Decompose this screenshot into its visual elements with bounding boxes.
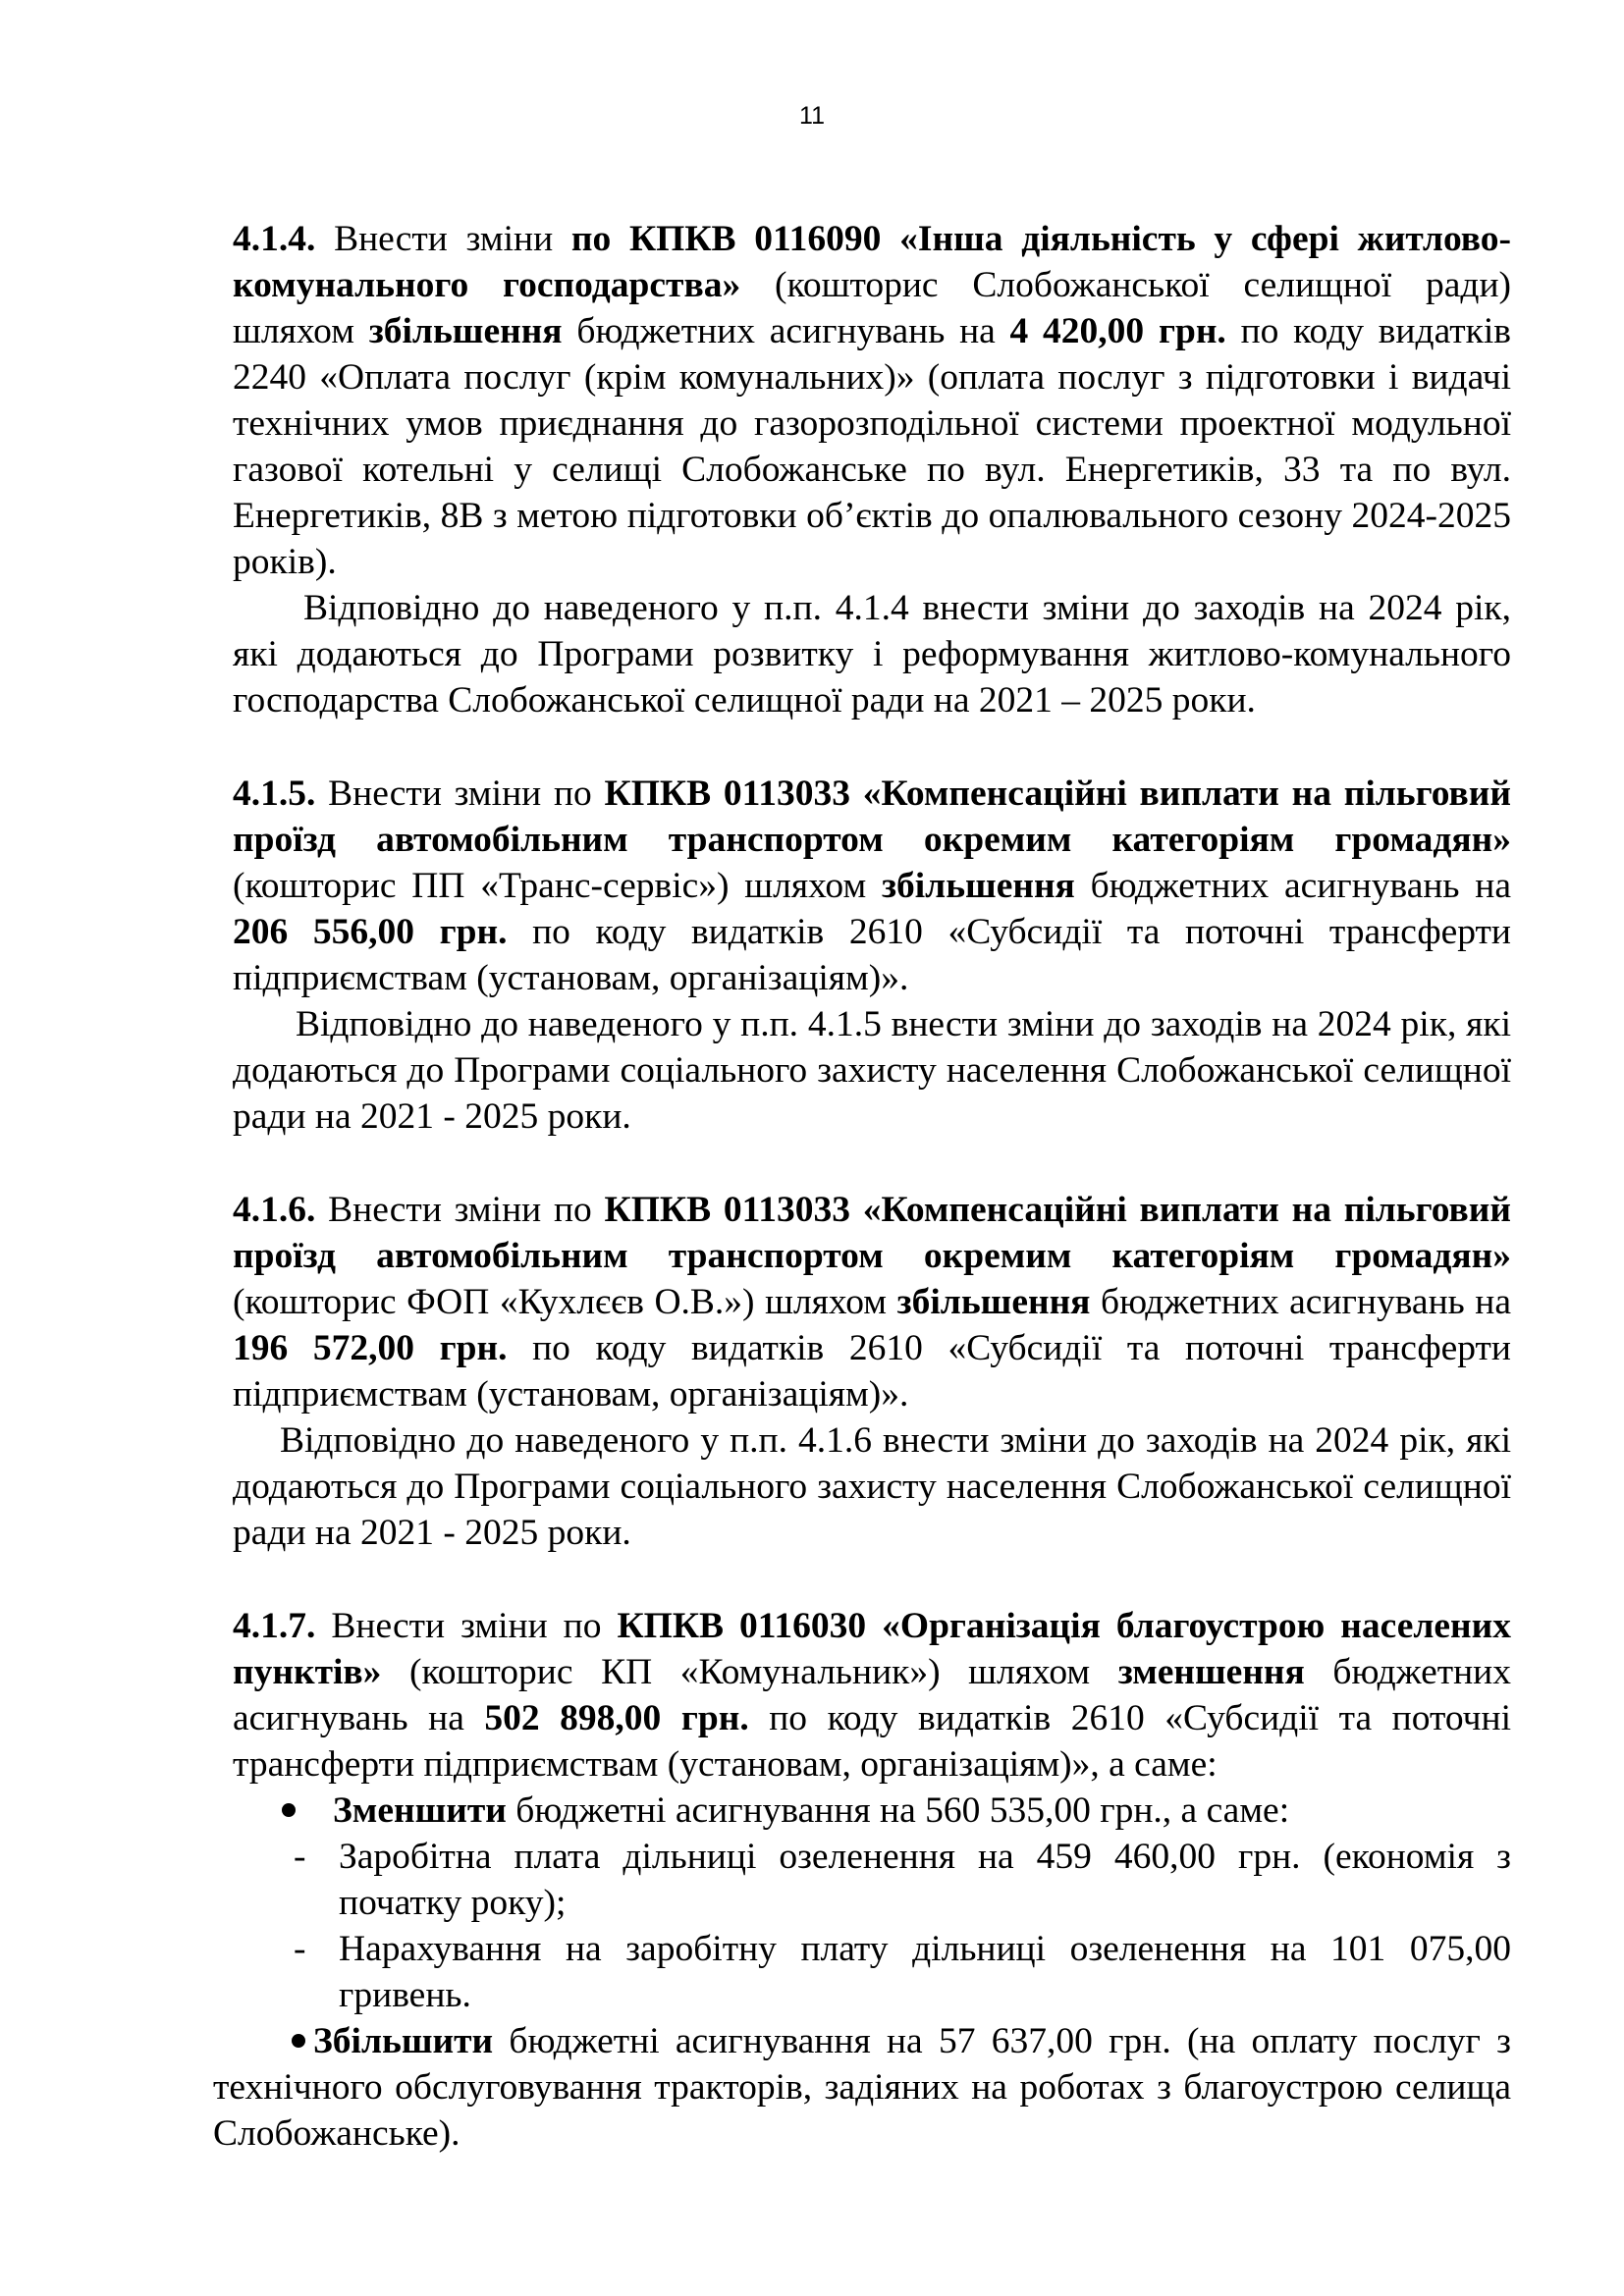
amount: 4 420,00 грн. (1009, 311, 1226, 351)
budget-code: КПКВ 0113033 «Компенсаційні виплати на пільговий проїзд автомобільним транспортом окремим категоріям громадян» (233, 1190, 1511, 1276)
bullet-decrease: Зменшити бюджетні асигнування на 560 535,00 грн., а саме: (233, 1788, 1511, 1834)
dash-icon: - (294, 1837, 306, 1877)
section-number: 4.1.5. (233, 774, 316, 814)
action-word: збільшення (881, 866, 1075, 906)
section-number: 4.1.7. (233, 1606, 316, 1646)
budget-code: КПКВ 0116030 «Організація благоустрою населених пунктів» (233, 1606, 1511, 1692)
dash-icon: - (294, 1929, 306, 1969)
section-4-1-5-note: Відповідно до наведеного у п.п. 4.1.5 внести зміни до заходів на 2024 рік, які додаються до Програми соціального захисту населення Слобожанської селищної ради на 2021 - 2025 роки. (233, 1004, 1511, 1137)
section-number: 4.1.6. (233, 1190, 316, 1230)
bullet-icon (282, 1803, 296, 1817)
dash-item-salary: - Заробітна плата дільниці озеленення на 459 460,00 грн. (економія з початку року); (233, 1834, 1511, 1926)
section-4-1-6: 4.1.6. Внести зміни по КПКВ 0113033 «Компенсаційні виплати на пільговий проїзд автомобільним транспортом окремим категоріям громадян» (кошторис ФОП «Кухлєєв О.В.») шляхом збільшення бюджетних асигнувань на 196 572,00 грн. по коду видатків 2610 «Субсидії та поточні трансферти підприємствам (установам, організаціям)». (233, 1190, 1511, 1415)
amount: 196 572,00 грн. (233, 1328, 508, 1368)
section-4-1-5: 4.1.5. Внести зміни по КПКВ 0113033 «Компенсаційні виплати на пільговий проїзд автомобільним транспортом окремим категоріям громадян» (кошторис ПП «Транс-сервіс») шляхом збільшення бюджетних асигнувань на 206 556,00 грн. по коду видатків 2610 «Субсидії та поточні трансферти підприємствам (установам, організаціям)». (233, 774, 1511, 998)
section-4-1-4: 4.1.4. Внести зміни по КПКВ 0116090 «Інша діяльність у сфері житлово-комунального господарства» (кошторис Слобожанської селищної ради) шляхом збільшення бюджетних асигнувань на 4 420,00 грн. по коду видатків 2240 «Оплата послуг (крім комунальних)» (оплата послуг з підготовки і видачі технічних умов приєднання до газорозподільної системи проектної модульної газової котельні у селищі Слобожанське по вул. Енергетиків, 33 та по вул. Енергетиків, 8В з метою підготовки об’єктів до опалювального сезону 2024-2025 років). (233, 219, 1512, 582)
amount: 502 898,00 грн. (484, 1698, 749, 1738)
action-word: збільшення (896, 1282, 1091, 1322)
document-body (213, 216, 1512, 2157)
section-number: 4.1.4. (233, 219, 316, 259)
page-number: 11 (799, 102, 825, 130)
section-4-1-6-note: Відповідно до наведеного у п.п. 4.1.6 внести зміни до заходів на 2024 рік, які додаються до Програми соціального захисту населення Слобожанської селищної ради на 2021 - 2025 роки. (233, 1420, 1511, 1553)
action-word: збільшення (368, 311, 563, 351)
dash-item-accruals: - Нарахування на заробітну плату дільниці озеленення на 101 075,00 гривень. (233, 1926, 1511, 2018)
amount: 206 556,00 грн. (233, 912, 508, 952)
bullet-icon (292, 2034, 305, 2048)
budget-code: КПКВ 0113033 «Компенсаційні виплати на пільговий проїзд автомобільним транспортом окремим категоріям громадян» (233, 774, 1511, 860)
bullet-increase: Збільшити бюджетні асигнування на 57 637,00 грн. (на оплату послуг з технічного обслуговування тракторів, задіяних на роботах з благоустрою селища Слобожанське). (213, 2021, 1511, 2154)
section-4-1-4-note: Відповідно до наведеного у п.п. 4.1.4 внести зміни до заходів на 2024 рік, які додаються до Програми розвитку і реформування житлово-комунального господарства Слобожанської селищної ради на 2021 – 2025 роки. (233, 588, 1511, 721)
action-word: зменшення (1117, 1652, 1305, 1692)
budget-code: по КПКВ 0116090 «Інша діяльність у сфері житлово-комунального господарства» (233, 219, 1512, 305)
section-4-1-7: 4.1.7. Внести зміни по КПКВ 0116030 «Організація благоустрою населених пунктів» (кошторис КП «Комунальник») шляхом зменшення бюджетних асигнувань на 502 898,00 грн. по коду видатків 2610 «Субсидії та поточні трансферти підприємствам (установам, організаціям)», а саме: (233, 1606, 1511, 1785)
